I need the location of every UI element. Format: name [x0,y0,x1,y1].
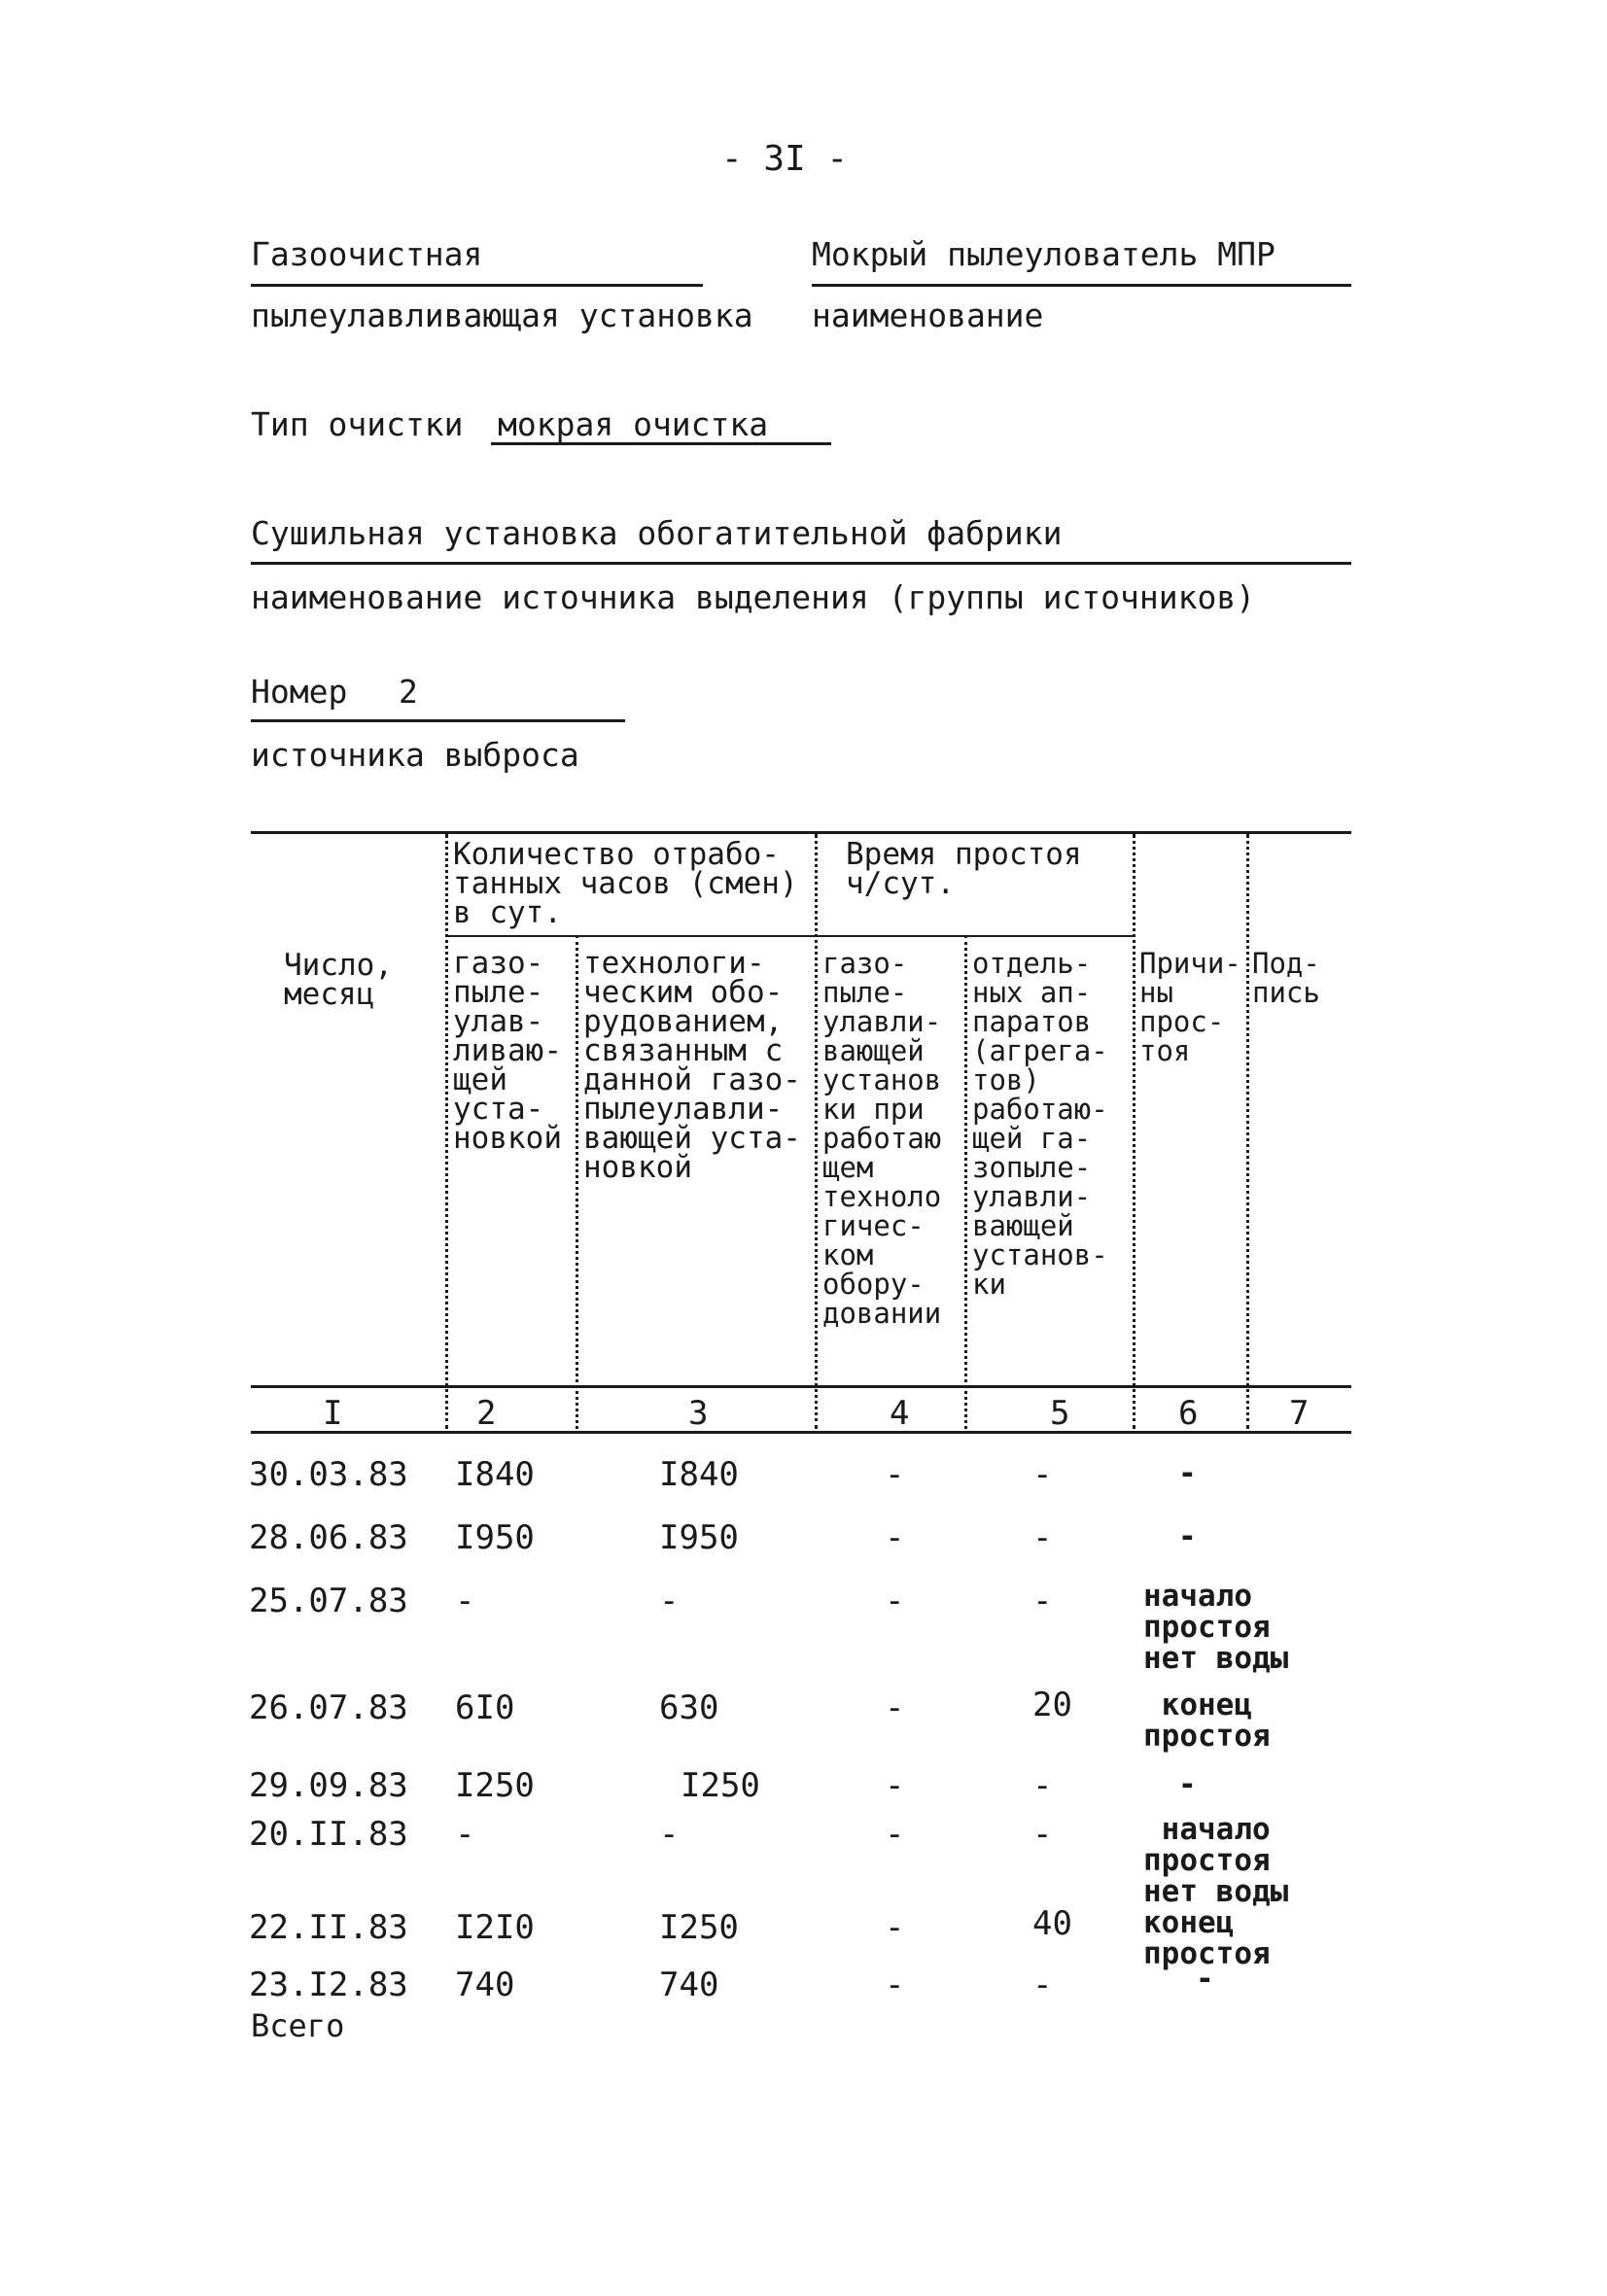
page-number: - 3I - [721,139,849,179]
header-col5: отдель- ных ап- паратов (агрега- тов) работаю- щей га- зопыле- улавли- вающей установ- ки [972,947,1108,1301]
row-hours-tech: I250 [681,1766,760,1805]
col-sep-5 [1133,834,1135,1429]
group-downtime-rule [817,935,1133,937]
col-sep-1 [445,834,448,1429]
row-hours-tech: I840 [659,1455,739,1494]
col-sep-2 [576,935,578,1429]
row-down-gas: - [885,1766,905,1805]
row-hours-gas: - [455,1815,475,1854]
group-hours-rule [447,935,815,937]
header-bottom-rule [251,1385,1351,1388]
row-date: 20.II.83 [249,1815,408,1854]
row-hours-gas: I250 [455,1766,535,1805]
row-down-app: 20 [1032,1686,1072,1724]
row-reason: - [1178,1519,1197,1554]
cleaning-type-label: Тип очистки [251,405,464,443]
header-date-month: Число, месяц [284,948,393,1012]
installation-label: Газоочистная [251,235,483,273]
row-date: 26.07.83 [249,1688,408,1727]
row-down-app: - [1032,1455,1053,1494]
row-reason: конец простоя [1143,1905,1271,1971]
row-down-app: - [1032,1766,1053,1805]
row-hours-gas: - [455,1582,475,1620]
apparatus-name-underline [812,284,1351,287]
header-col3: технологи- ческим обо- рудованием, связанным с данной газо- пылеулавли- вающей уста- новкой [583,946,801,1185]
row-reason: конец простоя [1143,1687,1271,1754]
row-down-gas: - [885,1455,905,1494]
row-down-gas: - [885,1688,905,1727]
colnum-4: 4 [890,1394,910,1433]
table-top-rule [251,831,1351,834]
header-col6: Причи- ны прос- тоя [1139,947,1241,1067]
row-hours-tech: - [659,1815,680,1854]
source-number-caption: источника выброса [251,736,579,774]
row-hours-tech: I250 [659,1908,739,1947]
row-reason: - [1178,1767,1197,1802]
row-date: 30.03.83 [249,1455,408,1494]
row-hours-gas: 6I0 [455,1688,515,1727]
row-hours-gas: I950 [455,1518,535,1557]
total-label: Всего [251,2007,345,2044]
installation-label-2: пылеулавливающая установка [251,296,753,334]
row-down-app: - [1032,1815,1053,1854]
row-down-app: - [1032,1966,1053,2004]
apparatus-name-caption: наименование [812,296,1044,334]
header-group-downtime: Время простоя ч/сут. [846,837,1082,901]
row-reason: начало простоя нет воды [1143,1579,1289,1676]
source-name-underline [251,562,1351,565]
col-sep-3 [815,834,818,1429]
row-date: 25.07.83 [249,1582,408,1620]
colnum-1: I [323,1394,343,1433]
row-hours-tech: - [659,1582,680,1620]
header-group-hours: Количество отрабо- танных часов (смен) в сут. [453,837,798,930]
row-hours-tech: 630 [659,1688,719,1727]
cleaning-type-value: мокрая очистка [498,405,769,443]
row-hours-tech: 740 [659,1966,719,2004]
col-sep-6 [1246,834,1249,1429]
header-col4: газо- пыле- улавли- вающей установ ки при работаю щем техноло гичес- ком обору- довании [822,947,942,1330]
row-reason: начало простоя нет воды [1143,1812,1289,1909]
row-down-app: - [1032,1518,1053,1557]
row-down-gas: - [885,1582,905,1620]
row-hours-tech: I950 [659,1518,739,1557]
row-down-gas: - [885,1966,905,2004]
colnum-3: 3 [688,1394,709,1433]
source-number-label: Номер [251,673,348,711]
cleaning-type-underline [491,442,831,445]
row-down-app: 40 [1032,1904,1072,1943]
row-down-gas: - [885,1908,905,1947]
header-col2: газо- пыле- улав- ливаю- щей уста- новкой [453,946,562,1156]
row-hours-gas: 740 [455,1966,515,2004]
row-date: 22.II.83 [249,1908,408,1947]
row-hours-gas: I2I0 [455,1908,535,1947]
row-down-app: - [1032,1582,1053,1620]
row-hours-gas: I840 [455,1455,535,1494]
row-reason: - [1178,1456,1197,1491]
source-number-value: 2 [399,673,418,711]
col-sep-4 [964,935,967,1429]
row-down-gas: - [885,1518,905,1557]
installation-underline [251,284,703,287]
source-name: Сушильная установка обогатительной фабрики [251,514,1063,552]
colnum-7: 7 [1289,1394,1310,1433]
row-date: 29.09.83 [249,1766,408,1805]
row-date: 28.06.83 [249,1518,408,1557]
colnum-2: 2 [476,1394,497,1433]
colnum-6: 6 [1178,1394,1199,1433]
source-name-caption: наименование источника выделения (группы источников) [251,578,1256,616]
source-number-underline [251,719,625,722]
row-down-gas: - [885,1815,905,1854]
colnum-5: 5 [1050,1394,1070,1433]
row-date: 23.I2.83 [249,1966,408,2004]
apparatus-name: Мокрый пылеулователь МПР [812,235,1275,273]
header-col7: Под- пись [1252,947,1320,1009]
row-reason: - [1196,1962,1214,1997]
